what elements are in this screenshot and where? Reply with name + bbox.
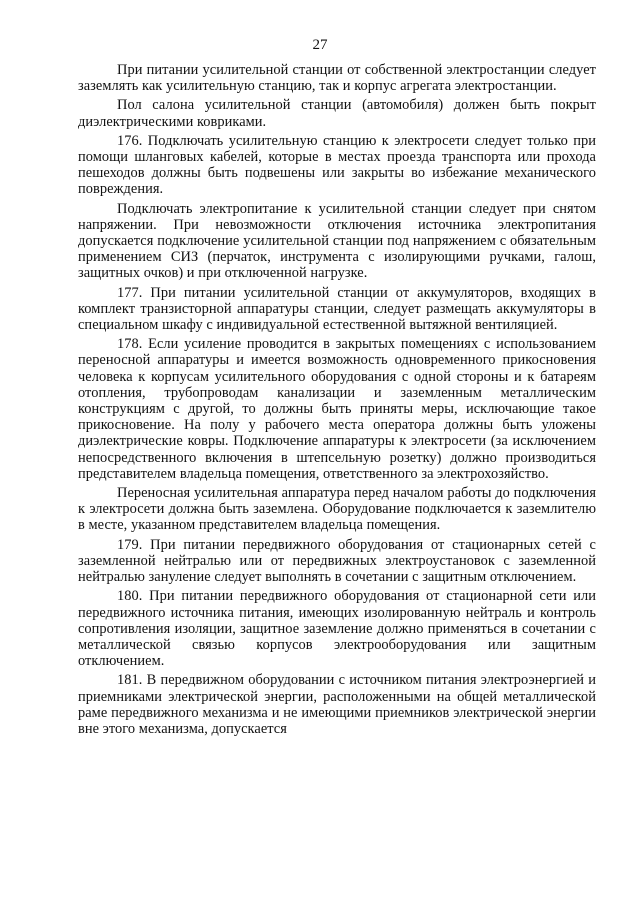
paragraph-power-connection: Подключать электропитание к усилительной станции следует при снятом напряжении. При невозможности отключения источника электропитания допускается подключение усилительной станции под напряжением с обязательным применением СИЗ (перчаток, инструмента с изолирующими ручками, галош, защитных очков) и при отключенной нагрузке. bbox=[78, 200, 596, 282]
page-number: 27 bbox=[312, 37, 328, 53]
paragraph-180: 180. При питании передвижного оборудования от стационарной сети или передвижного источника питания, имеющих изолированную нейтраль и контроль сопротивления изоляции, защитное заземление должно применяться в сочетании с металлической связью корпусов электрооборудования или защитным отключением. bbox=[78, 588, 596, 670]
paragraph-floor-dielectric-mats: Пол салона усилительной станции (автомобиля) должен быть покрыт диэлектрическими ковриками. bbox=[78, 97, 596, 130]
paragraph-portable-equipment: Переносная усилительная аппаратура перед началом работы до подключения к электросети должна быть заземлена. Оборудование подключается к заземлителю в месте, указанном представителем владельца помещения. bbox=[78, 485, 596, 534]
paragraph-179: 179. При питании передвижного оборудования от стационарных сетей с заземленной нейтралью или от передвижных электроустановок с заземленной нейтралью зануление следует выполнять в сочетании с защитным отключением. bbox=[78, 536, 596, 586]
paragraph-181: 181. В передвижном оборудовании с источником питания электроэнергией и приемниками электрической энергии, расположенными на общей металлической раме передвижного механизма и не имеющими приемников электрической энергии вне этого механизма, допускается bbox=[78, 672, 596, 737]
paragraph-178: 178. Если усиление проводится в закрытых помещениях с использованием переносной аппаратуры и имеется возможность одновременного прикосновения человека к корпусам усилительного оборудования с одной стороны и к батареям отопления, трубопроводам канализации и заземленным металлическим конструкциям с другой, то должны быть приняты меры, исключающие такое прикосновение. На полу у рабочего места оператора должны быть уложены диэлектрические ковры. Подключение аппаратуры к электросети (за исключением непосредственного включения в штепсельную розетку) должно производиться представителем владельца помещения, ответственного за электрохозяйство. bbox=[78, 336, 596, 482]
paragraph-power-own-station: При питании усилительной станции от собственной электростанции следует заземлять как усилительную станцию, так и корпус агрегата электростанции. bbox=[78, 62, 596, 95]
document-body bbox=[78, 62, 596, 737]
paragraph-176: 176. Подключать усилительную станцию к электросети следует только при помощи шланговых кабелей, которые в местах проезда транспорта или прохода пешеходов должны быть подвешены или закрыты во избежание механического повреждения. bbox=[78, 132, 596, 198]
paragraph-177: 177. При питании усилительной станции от аккумуляторов, входящих в комплект транзисторной аппаратуры станции, следует размещать аккумуляторы в специальном шкафу с индивидуальной естественной вытяжной вентиляцией. bbox=[78, 284, 596, 334]
